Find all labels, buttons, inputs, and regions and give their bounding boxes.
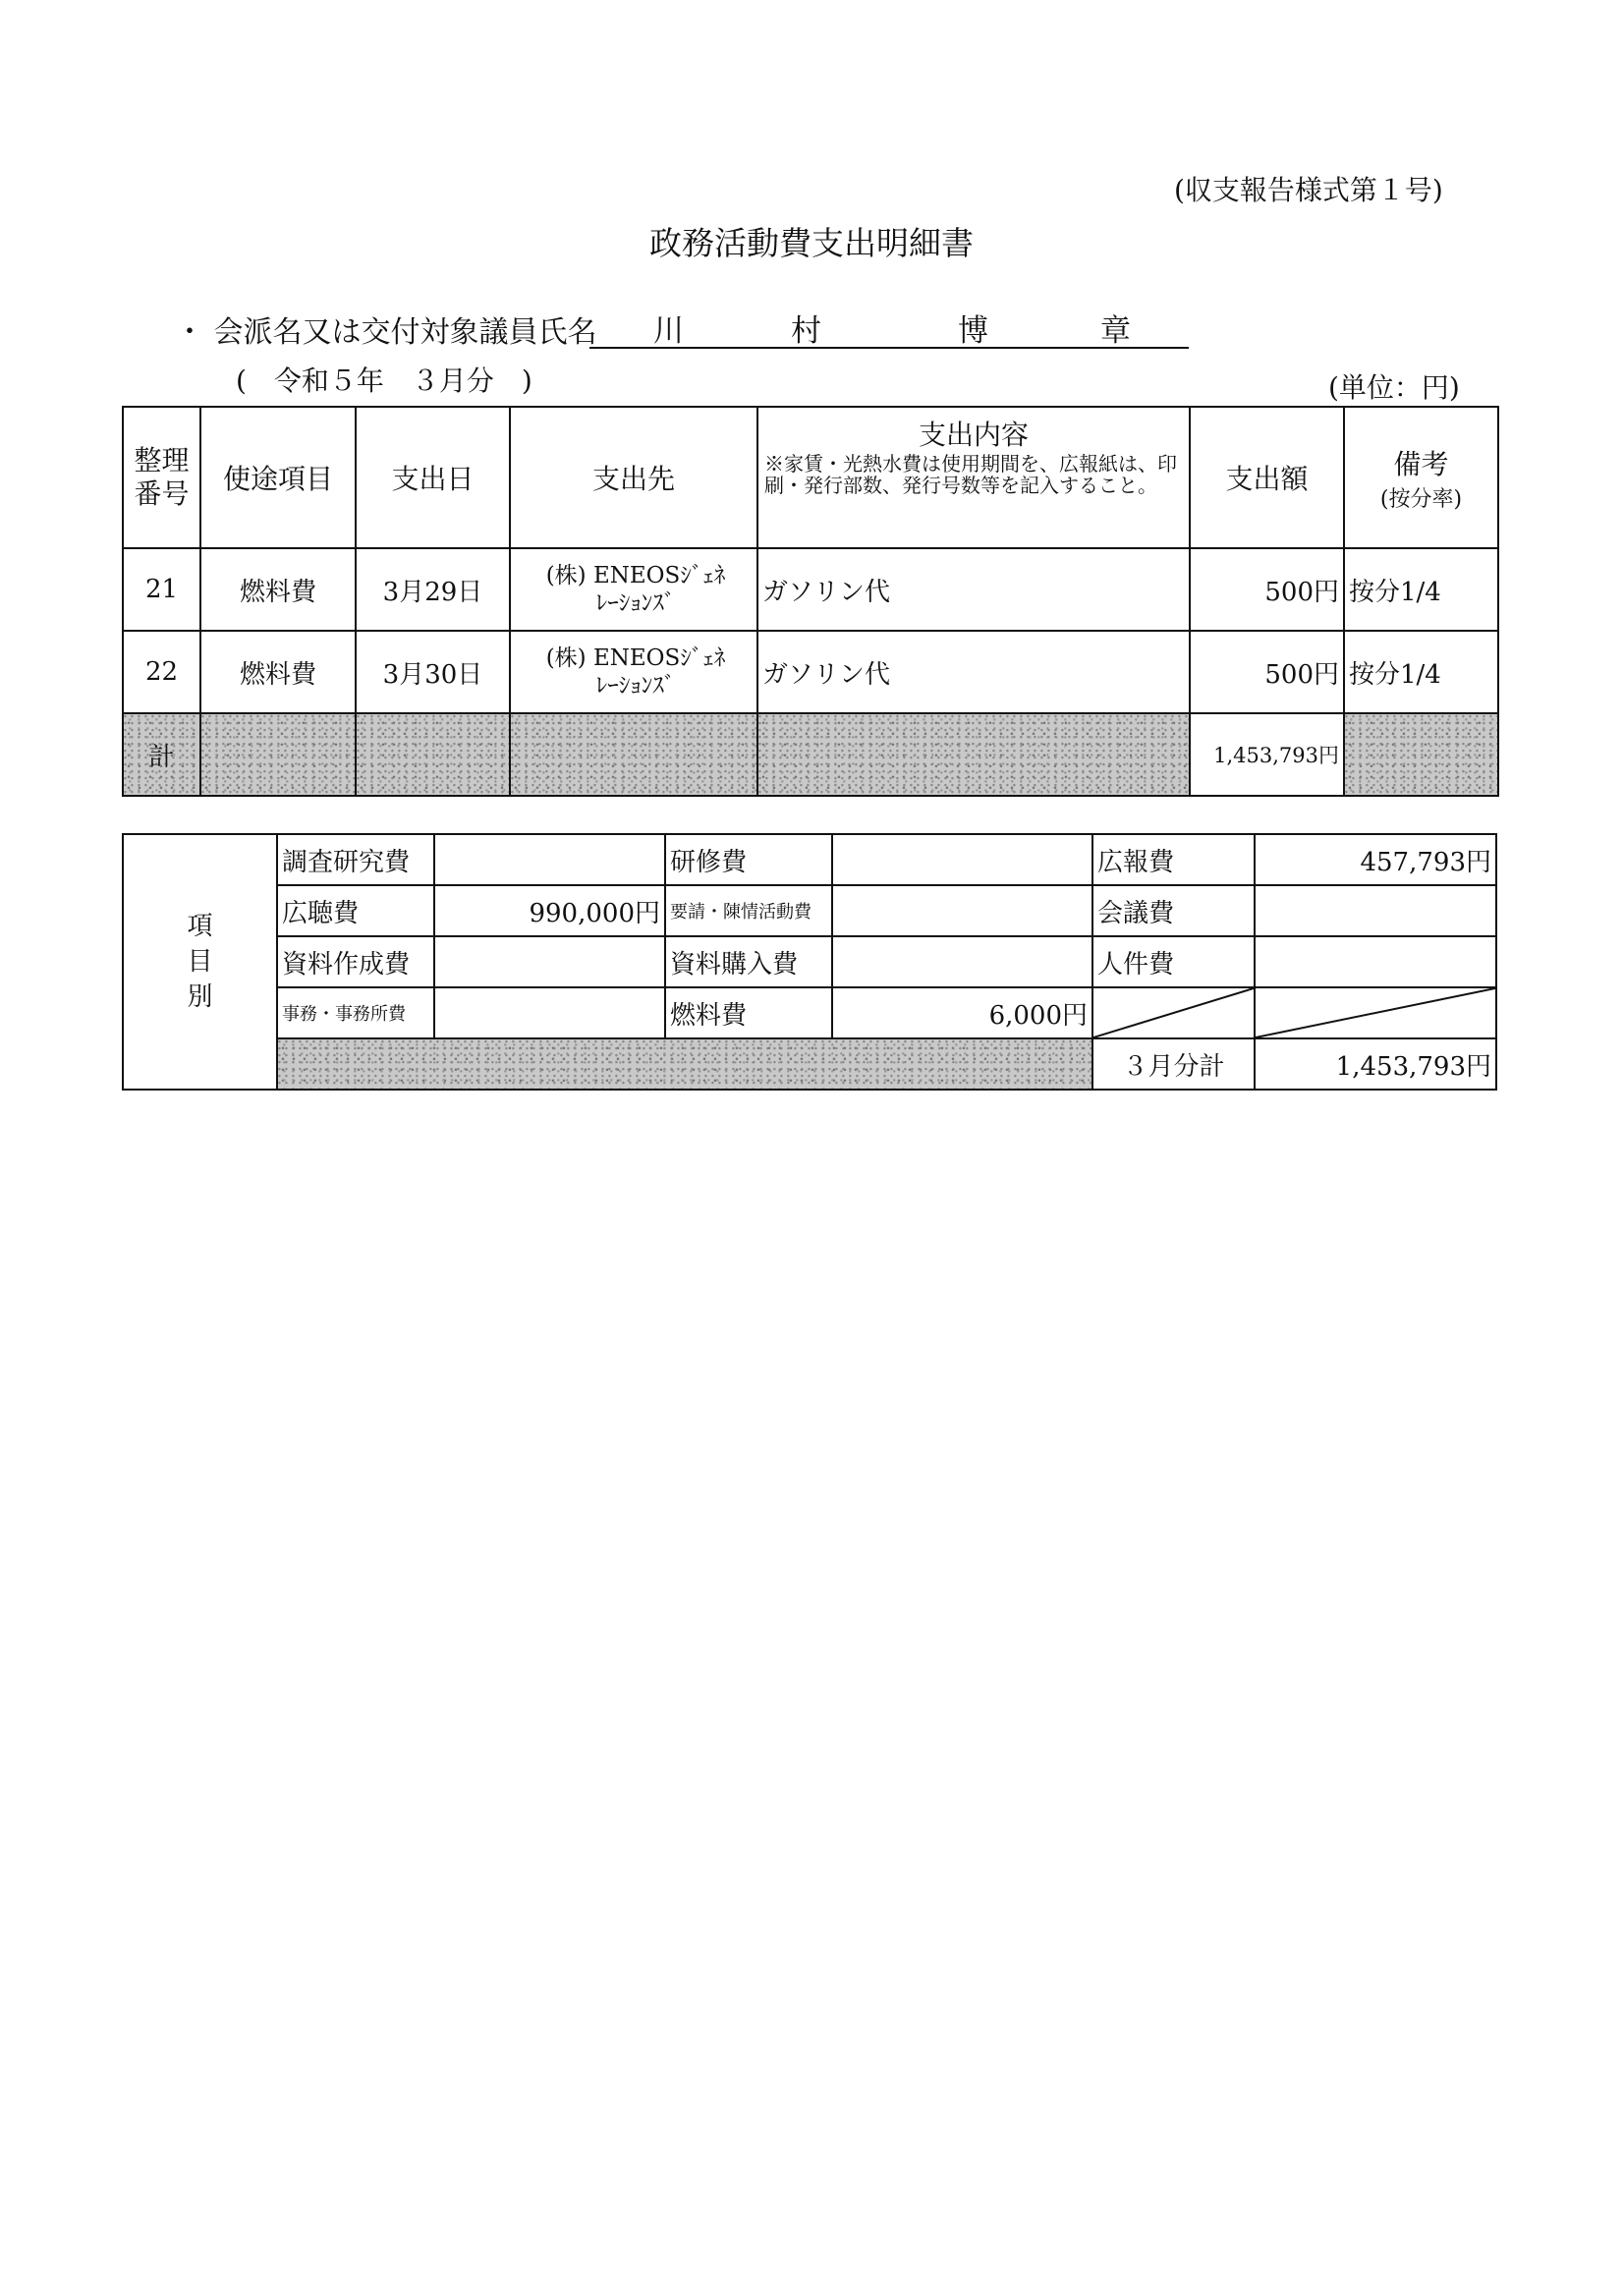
label-personnel: 人件費 (1092, 936, 1255, 987)
row-item: 燃料費 (200, 631, 356, 713)
row-remark: 按分1/4 (1344, 548, 1498, 631)
table-header-row (123, 407, 1498, 548)
unit-label: (単位：円) (1328, 371, 1460, 404)
header-payee: 支出先 (510, 407, 757, 548)
header-content: 支出内容 ※家賃・光熱水費は使用期間を、広報紙は、印刷・発行部数、発行号数等を記入すること。 (757, 407, 1190, 548)
value-materials-buy (832, 936, 1092, 987)
struck-out-cell (1255, 987, 1496, 1038)
member-name-field (589, 302, 1189, 349)
row-remark: 按分1/4 (1344, 631, 1498, 713)
name-char-1: 川 (653, 313, 684, 349)
header-remark: 備考 (按分率) (1344, 407, 1498, 548)
label-hearing: 広聴費 (277, 885, 434, 936)
name-char-2: 村 (791, 313, 821, 349)
header-number: 整理 番号 (123, 407, 200, 548)
expense-detail-table (122, 406, 1499, 797)
name-char-3: 博 (958, 313, 988, 349)
label-fuel: 燃料費 (665, 987, 832, 1038)
name-char-4: 章 (1100, 313, 1131, 349)
shaded-cell (200, 713, 356, 796)
value-office (434, 987, 665, 1038)
value-meeting (1255, 885, 1496, 936)
row-item: 燃料費 (200, 548, 356, 631)
total-label: 計 (123, 713, 200, 796)
row-date: 3月30日 (356, 631, 510, 713)
header-amount: 支出額 (1190, 407, 1344, 548)
value-research (434, 834, 665, 885)
shaded-cell (757, 713, 1190, 796)
value-personnel (1255, 936, 1496, 987)
row-payee: (株) ENEOSｼﾞｪﾈ ﾚｰｼｮﾝｽﾞ (510, 548, 757, 631)
row-content: ガソリン代 (757, 631, 1190, 713)
document-title: 政務活動費支出明細書 (649, 224, 974, 262)
header-item: 使途項目 (200, 407, 356, 548)
value-materials-make (434, 936, 665, 987)
content-note: ※家賃・光熱水費は使用期間を、広報紙は、印刷・発行部数、発行号数等を記入すること。 (764, 452, 1177, 497)
table-row (123, 631, 1498, 713)
report-period: ( 令和５年 ３月分 ) (236, 364, 532, 397)
shaded-cell (510, 713, 757, 796)
row-number: 22 (123, 631, 200, 713)
label-materials-buy: 資料購入費 (665, 936, 832, 987)
shaded-cell (1344, 713, 1498, 796)
label-training: 研修費 (665, 834, 832, 885)
row-amount: 500円 (1190, 631, 1344, 713)
label-research: 調査研究費 (277, 834, 434, 885)
category-summary-table (122, 833, 1497, 1091)
label-meeting: 会議費 (1092, 885, 1255, 936)
label-office: 事務・事務所費 (277, 987, 434, 1038)
total-amount: 1,453,793円 (1190, 713, 1344, 796)
row-amount: 500円 (1190, 548, 1344, 631)
total-row (123, 713, 1498, 796)
row-payee: (株) ENEOSｼﾞｪﾈ ﾚｰｼｮﾝｽﾞ (510, 631, 757, 713)
table-row (123, 548, 1498, 631)
value-training (832, 834, 1092, 885)
value-petition (832, 885, 1092, 936)
struck-out-cell (1092, 987, 1255, 1038)
row-content: ガソリン代 (757, 548, 1190, 631)
row-date: 3月29日 (356, 548, 510, 631)
month-total-value: 1,453,793円 (1255, 1038, 1496, 1090)
category-side-label: 項 目 別 (123, 834, 277, 1090)
shaded-cell (356, 713, 510, 796)
value-hearing: 990,000円 (434, 885, 665, 936)
name-label: ・ 会派名又は交付対象議員氏名 (175, 315, 597, 350)
diagonal-line (1256, 988, 1495, 1037)
value-fuel: 6,000円 (832, 987, 1092, 1038)
label-pr: 広報費 (1092, 834, 1255, 885)
shaded-cell (277, 1038, 1092, 1090)
label-petition: 要請・陳情活動費 (665, 885, 832, 936)
header-date: 支出日 (356, 407, 510, 548)
label-materials-make: 資料作成費 (277, 936, 434, 987)
month-total-label: ３月分計 (1092, 1038, 1255, 1090)
diagonal-line (1093, 988, 1254, 1037)
row-number: 21 (123, 548, 200, 631)
value-pr: 457,793円 (1255, 834, 1496, 885)
form-number: (収支報告様式第１号) (1174, 174, 1443, 206)
